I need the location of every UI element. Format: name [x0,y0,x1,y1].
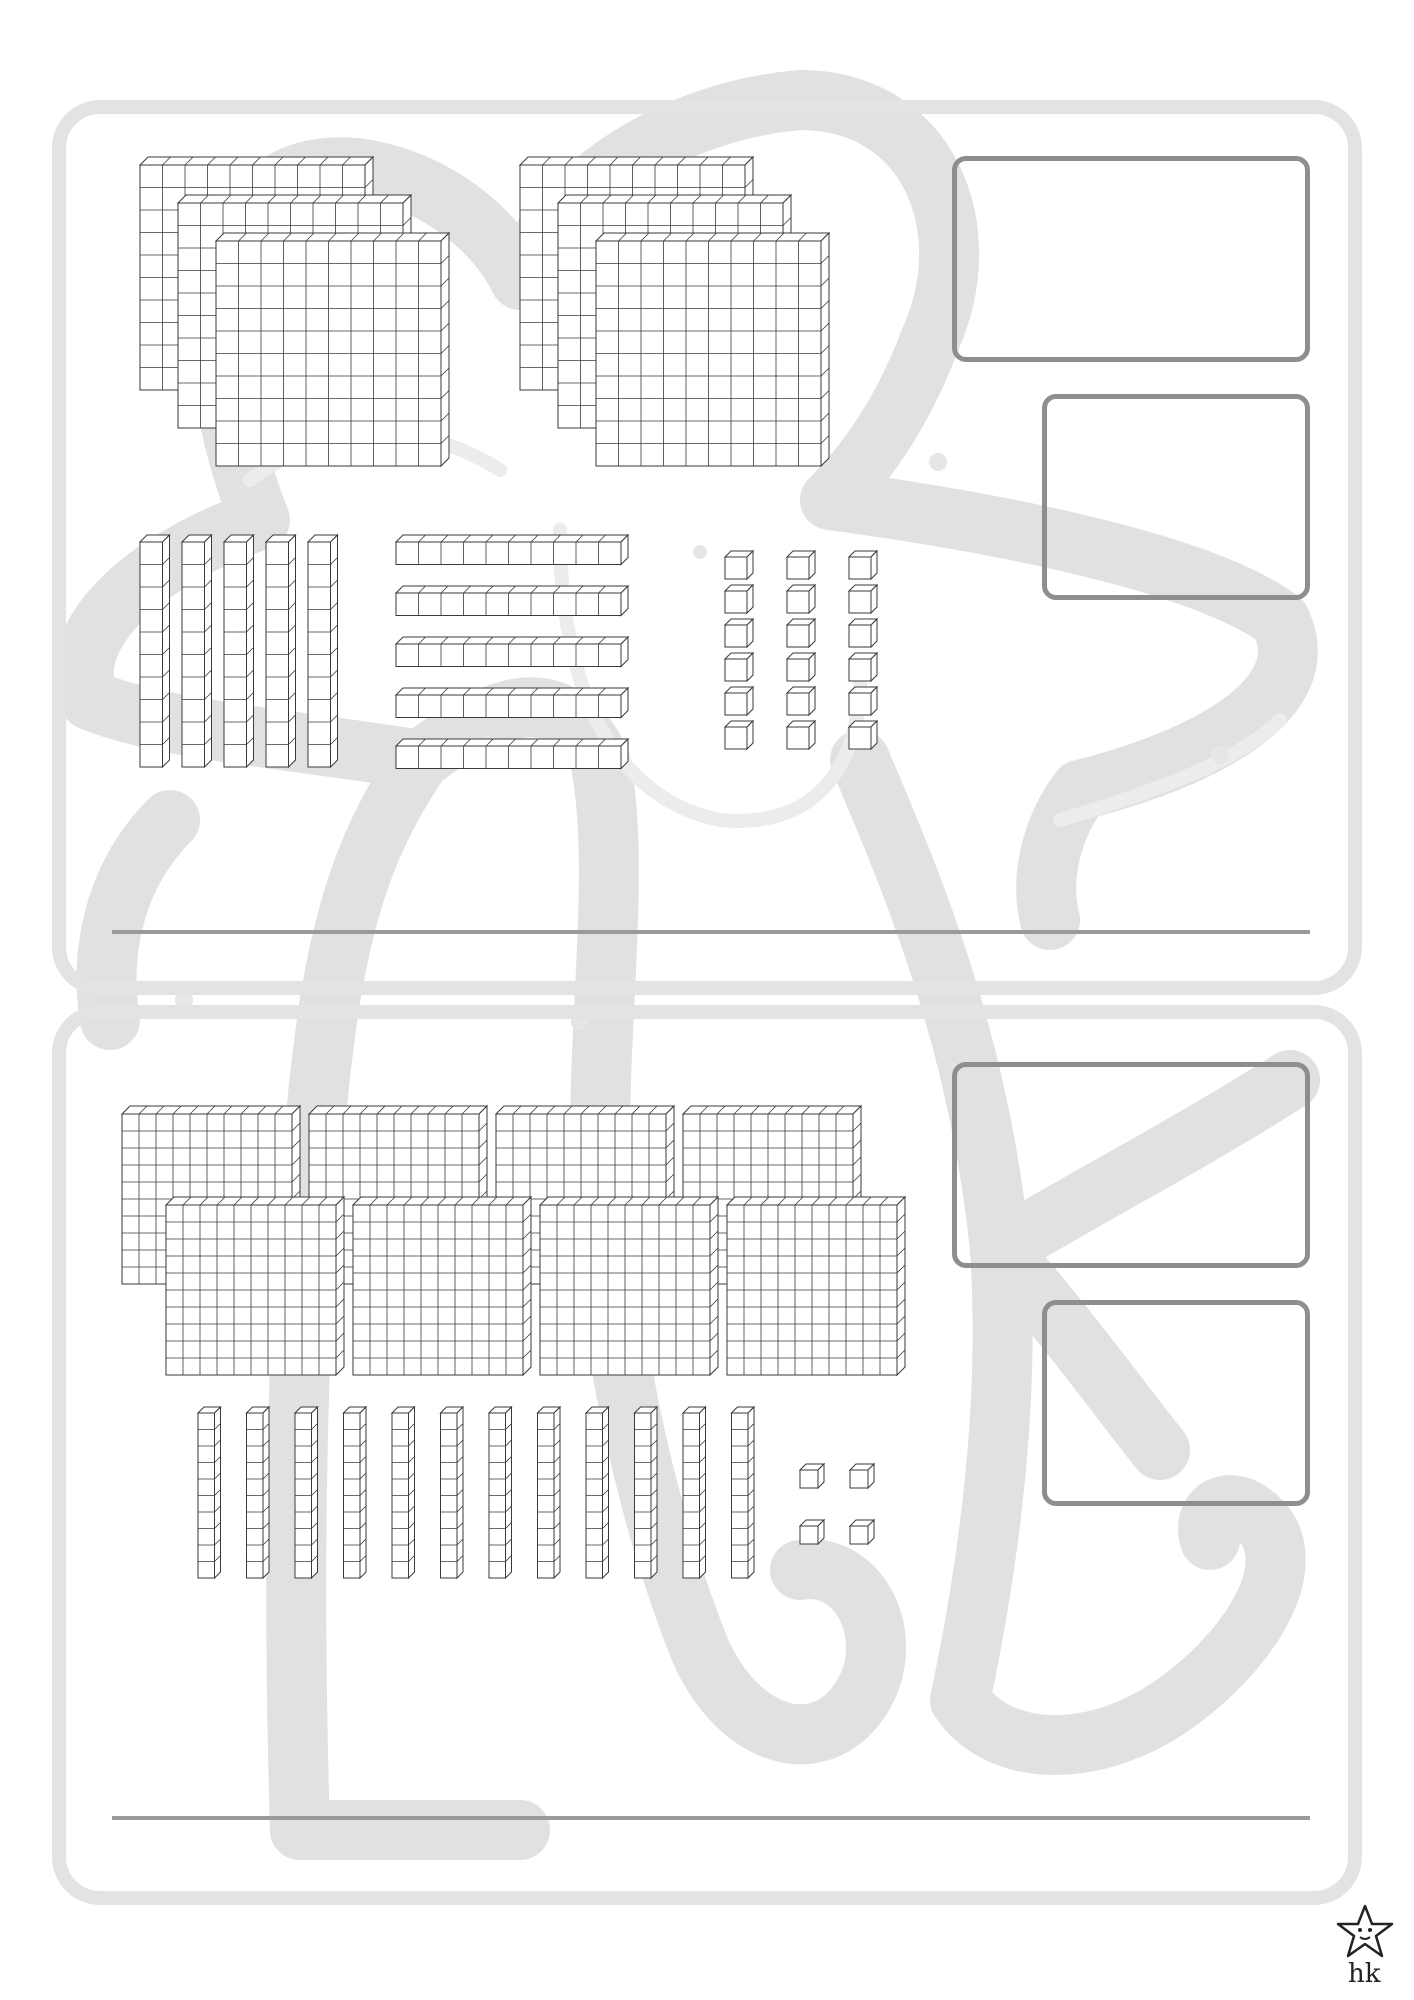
one-cube [787,585,815,613]
one-cube [849,653,877,681]
one-cube [725,721,753,749]
answer-box-small-1[interactable] [1042,394,1310,600]
ten-rod [198,1407,221,1578]
ten-rod [538,1407,561,1578]
ten-rod [308,535,338,767]
answer-box-small-2[interactable] [1042,1300,1310,1506]
one-cube [787,551,815,579]
one-cube [787,619,815,647]
one-cube [725,653,753,681]
answer-line-2[interactable] [112,1816,1310,1820]
hundred-flat [540,1197,718,1375]
one-cube [787,721,815,749]
ten-rod [683,1407,706,1578]
one-cube [849,721,877,749]
hundred-flat [216,233,449,466]
answer-box-large-1[interactable] [952,156,1310,362]
one-cube [725,687,753,715]
ten-rod [489,1407,512,1578]
ten-rod [344,1407,367,1578]
ten-rod [396,637,628,667]
hundred-flat [353,1197,531,1375]
ten-rod [635,1407,658,1578]
ten-rod [396,739,628,769]
ten-rod [140,535,170,767]
one-cube [849,585,877,613]
one-cube [787,653,815,681]
one-cube [849,551,877,579]
ten-rod [586,1407,609,1578]
hundred-flat [596,233,829,466]
ten-rod [441,1407,464,1578]
ten-rod [295,1407,318,1578]
ten-rod [182,535,212,767]
logo-text: hk [1348,1959,1381,1989]
one-cube [725,619,753,647]
ten-rod [247,1407,270,1578]
one-cube [849,687,877,715]
ten-rod [396,586,628,616]
one-cube [725,551,753,579]
one-cube [725,585,753,613]
one-cube [800,1464,824,1488]
ten-rod [396,688,628,718]
starfish-hk-logo-icon [1330,1900,1400,1990]
ten-rod [392,1407,415,1578]
ten-rod [266,535,296,767]
hundred-flat [166,1197,344,1375]
answer-line-1[interactable] [112,930,1310,934]
one-cube [787,687,815,715]
ten-rod [224,535,254,767]
one-cube [800,1520,824,1544]
one-cube [849,619,877,647]
one-cube [850,1464,874,1488]
ten-rod [396,535,628,565]
ten-rod [732,1407,755,1578]
hundred-flat [727,1197,905,1375]
answer-box-large-2[interactable] [952,1062,1310,1268]
one-cube [850,1520,874,1544]
